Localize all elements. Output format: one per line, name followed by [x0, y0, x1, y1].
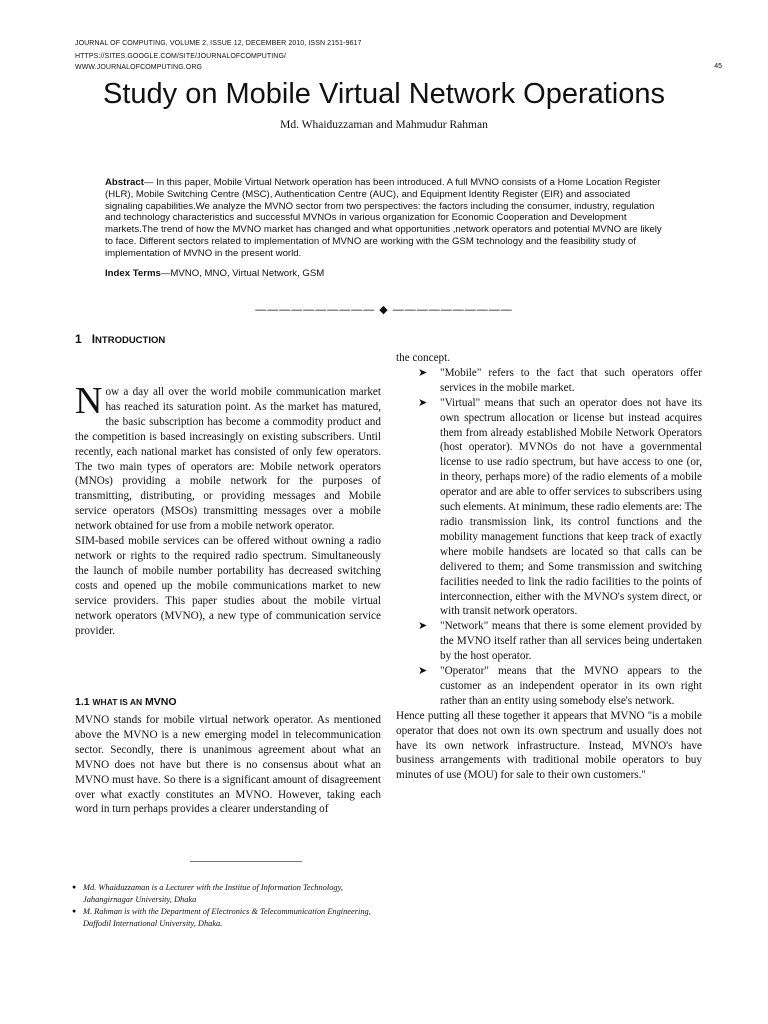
- section-divider: —————————— ◆ ——————————: [255, 304, 513, 316]
- footnote-1-text: Md. Whaiduzzaman is a Lecturer with the Institue of Information Technology, Jahangirnagar University, Dhaka: [83, 883, 343, 904]
- bullet-mobile: [396, 366, 702, 396]
- journal-header-line3: WWW.JOURNALOFCOMPUTING.ORG: [75, 64, 203, 71]
- abstract-dash: —: [143, 177, 157, 188]
- bullet-virtual: [396, 396, 702, 620]
- mvno-paragraph: MVNO stands for mobile virtual network operator. As mentioned above the MVNO is a new emerging model in telecommunication sector. Secondly, there is unanimous agreement about what an MVNO does not have but there is no consensus about what an MVNO must have. So there is a significant amount of disagreement over what exactly constitutes an MVNO. However, taking each word in turn perhaps provides a clearer understanding of: [75, 714, 381, 816]
- footnote-2-text: M. Rahman is with the Department of Electronics & Telecommunication Engineering, Daffodil International University, Dhaka.: [83, 907, 371, 928]
- footnote-bullet: ●: [72, 883, 77, 891]
- section-heading-introduction: [75, 332, 165, 346]
- footnote-1: [72, 882, 384, 905]
- journal-header-line1: JOURNAL OF COMPUTING, VOLUME 2, ISSUE 12, DECEMBER 2010, ISSN 2151-9617: [75, 40, 362, 47]
- paper-authors: Md. Whaiduzzaman and Mahmudur Rahman: [280, 119, 488, 131]
- intro-paragraph-1: [75, 380, 381, 534]
- footnote-rule: [190, 861, 302, 862]
- bullet-network-text: "Network" means that there is some element provided by the MVNO itself rather than all services being undertaken by the host operator.: [440, 620, 702, 663]
- section-number: 1: [75, 332, 82, 346]
- arrow-bullet-icon: ➤: [418, 620, 428, 633]
- index-terms-text: MVNO, MNO, Virtual Network, GSM: [170, 268, 325, 279]
- bullet-operator-text: "Operator" means that the MVNO appears to the customer as an independent operator in its own right rather than an entity using somebody else's network.: [440, 665, 702, 707]
- intro-paragraph-2: SIM-based mobile services can be offered without owning a radio network or rights to the required radio spectrum. Simultaneously the launch of mobile number portability has decreased switching costs and opened up the mobile communications market to new service providers. This paper studies about the mobile virtual network operators (MVNO), a new type of communication service provider.: [75, 535, 381, 637]
- right-column: [396, 351, 702, 783]
- index-terms-label: Index Terms: [105, 268, 161, 279]
- subsection-number: 1.1: [75, 696, 90, 708]
- abstract: [105, 177, 668, 260]
- abstract-label: Abstract: [105, 177, 144, 188]
- arrow-bullet-icon: ➤: [418, 366, 428, 379]
- page-number: 45: [714, 63, 722, 70]
- journal-header-line2: HTTPS://SITES.GOOGLE.COM/SITE/JOURNALOFCOMPUTING/: [75, 53, 287, 60]
- subsection-caps: WHAT IS AN: [92, 697, 143, 707]
- bullet-operator: [396, 664, 702, 709]
- subsection-term: MVNO: [145, 696, 177, 708]
- paper-title: Study on Mobile Virtual Network Operations: [102, 78, 666, 110]
- intro-paragraph-1-text: ow a day all over the world mobile communication market has reached its saturation point. As the market has matured, the basic subscription has become a commodity product and the competition is based increasingly on existing subscribers. Until recently, each national market has consisted of only few operators. The two main types of operators are: Mobile network operators (MNOs) providing a mobile network for the purposes of transmitting, distributing, or providing messages and Mobile service operators (MSOs) transmitting messages over a mobile network obtained for use from a mobile network operator.: [75, 386, 381, 533]
- drop-cap: N: [75, 380, 103, 422]
- subsection-heading-what-is-mvno: [75, 696, 177, 708]
- section-first-letter: I: [91, 332, 96, 346]
- bullet-network: [396, 619, 702, 664]
- right-column-lead: the concept.: [396, 352, 451, 364]
- abstract-text: In this paper, Mobile Virtual Network operation has been introduced. A full MVNO consists of a Home Location Register (HLR), Mobile Switching Centre (MSC), Authentication Centre (AUC), and Equipment Identity Register (EIR) and associated signaling capabilities.We analyze the MVNO sector from two perspectives: the factors including the consumer, industry, regulation and technology characteristics and successful MVNOs in various organization for Economic Cooperation and Development markets.The trend of how the MVNO market has changed and what opportunities ,network operators and potential MVNO are likely to face. Different sectors related to implementation of MVNO are working with the GSM technology and the feasibility study of implementation of MVNO in the present world.: [105, 177, 662, 259]
- index-terms: [105, 268, 668, 279]
- bullet-virtual-text: "Virtual" means that such an operator does not have its own spectrum allocation or license but instead acquires them from already established Mobile Network Operators (host operator). MVNOs do not have a governmental license to use radio spectrum, but have access to one (or, in theory, perhaps more) of the radio elements of a mobile operator and are able to offer services to subscribers using such elements. At minimum, these radio elements are: The radio transmission link, its control functions and the mobility management functions that keep track of exactly where mobile handsets are located so that calls can be delivered to them; and Some transmission and switching facilities needed to link the radio facilities to the points of interconnection, either with the MVNO's system direct, or with transit network operators.: [440, 396, 703, 618]
- index-terms-dash: —: [160, 268, 171, 279]
- bullet-mobile-text: "Mobile" refers to the fact that such operators offer services in the mobile market.: [440, 366, 702, 394]
- section-title-rest: NTRODUCTION: [95, 335, 166, 346]
- footnote-bullet: ●: [72, 907, 77, 915]
- footnote-2: [72, 906, 384, 929]
- right-column-conclusion: Hence putting all these together it appears that MVNO ''is a mobile operator that does not own its own spectrum and usually does not have its own network infrastructure. Instead, MVNO's have business arrangements with traditional mobile operators to buy minutes of use (MOU) for sale to their own customers.'': [396, 709, 702, 782]
- intro-column: [75, 380, 381, 638]
- arrow-bullet-icon: ➤: [418, 665, 428, 678]
- arrow-bullet-icon: ➤: [418, 396, 428, 409]
